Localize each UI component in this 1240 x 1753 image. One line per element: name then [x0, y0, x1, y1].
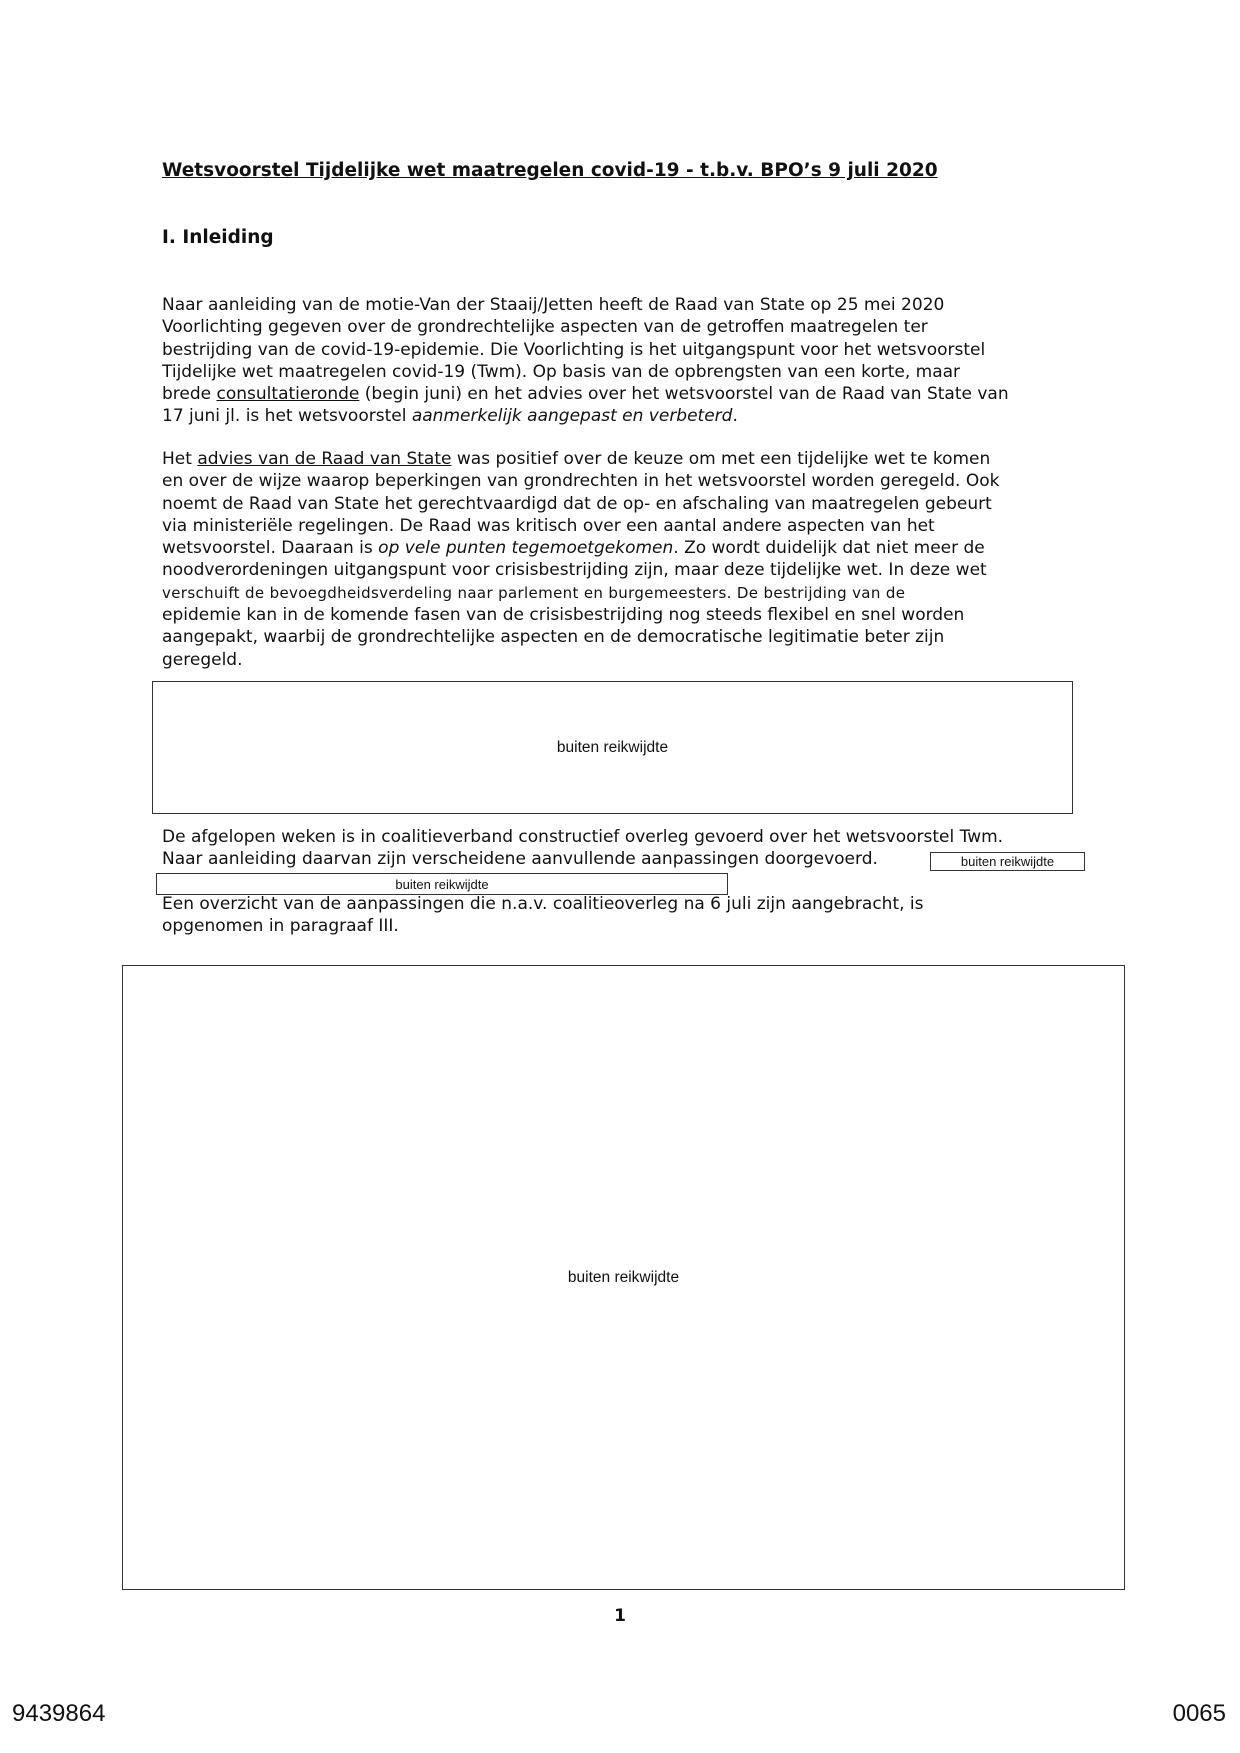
- redaction-box-inline: buiten reikwijdte: [930, 852, 1085, 871]
- text-line: Een overzicht van de aanpassingen die n.a.v. coalitieoverleg na 6 juli zijn aangebracht, is: [162, 894, 924, 914]
- paragraph-advies: [162, 448, 1082, 671]
- document-id-right: 0065: [1172, 1700, 1226, 1727]
- text-line: opgenomen in paragraaf III.: [162, 916, 399, 937]
- redaction-box-line: buiten reikwijdte: [156, 873, 728, 895]
- consultatieronde-link[interactable]: consultatieronde: [216, 384, 360, 405]
- text-line: Voorlichting gegeven over de grondrechtelijke aspecten van de getroffen maatregelen ter: [162, 317, 928, 338]
- text-line: geregeld.: [162, 649, 243, 670]
- text-line: en over de wijze waarop beperkingen van grondrechten in het wetsvoorstel worden geregeld. Ook: [162, 471, 1000, 492]
- text-line: Naar aanleiding van de motie-Van der Staaij/Jetten heeft de Raad van State op 25 mei 2020: [162, 295, 945, 315]
- text-line: aangepakt, waarbij de grondrechtelijke aspecten en de democratische legitimatie beter zijn: [162, 627, 945, 648]
- redaction-box-large: buiten reikwijdte: [122, 965, 1125, 1590]
- text-line: De afgelopen weken is in coalitieverband constructief overleg gevoerd over het wetsvoorstel Twm.: [162, 827, 1004, 847]
- advies-raad-van-state-link[interactable]: advies van de Raad van State: [197, 449, 452, 469]
- text-line: Naar aanleiding daarvan zijn verscheidene aanvullende aanpassingen doorgevoerd.: [162, 849, 878, 870]
- text-line: 17 juni jl. is het wetsvoorstel aanmerkelijk aangepast en verbeterd.: [162, 406, 738, 427]
- text-line: bestrijding van de covid-19-epidemie. Die Voorlichting is het uitgangspunt voor het wetsvoorstel: [162, 339, 986, 360]
- text-line: Het advies van de Raad van State was positief over de keuze om met een tijdelijke wet te komen: [162, 449, 991, 469]
- text-line: via ministeriële regelingen. De Raad was kritisch over een aantal andere aspecten van het: [162, 515, 935, 536]
- text-line: noemt de Raad van State het gerechtvaardigd dat de op- en afschaling van maatregelen gebeurt: [162, 493, 992, 514]
- document-id-left: 9439864: [12, 1700, 106, 1727]
- emphasis-text: op vele punten tegemoetgekomen: [378, 538, 674, 559]
- paragraph-intro: [162, 294, 1082, 428]
- redaction-box: buiten reikwijdte: [152, 681, 1073, 814]
- page-number: 1: [614, 1606, 626, 1626]
- section-heading: I. Inleiding: [162, 227, 274, 248]
- text-line: epidemie kan in de komende fasen van de crisisbestrijding nog steeds flexibel en snel worden: [162, 605, 965, 626]
- paragraph-overzicht: [162, 893, 1082, 938]
- emphasis-text: aanmerkelijk aangepast en verbeterd: [411, 406, 733, 427]
- document-title: Wetsvoorstel Tijdelijke wet maatregelen covid-19 - t.b.v. BPO’s 9 juli 2020: [162, 160, 938, 181]
- text-line: verschuift de bevoegdheidsverdeling naar parlement en burgemeesters. De bestrijding van de: [162, 583, 906, 602]
- text-line: brede consultatieronde (begin juni) en het advies over het wetsvoorstel van de Raad van State van: [162, 384, 1009, 405]
- text-line: noodverordeningen uitgangspunt voor crisisbestrijding zijn, maar deze tijdelijke wet. In deze wet: [162, 560, 987, 581]
- text-line: wetsvoorstel. Daaraan is op vele punten tegemoetgekomen. Zo wordt duidelijk dat niet meer de: [162, 538, 985, 559]
- text-line: Tijdelijke wet maatregelen covid-19 (Twm). Op basis van de opbrengsten van een korte, maar: [162, 361, 961, 382]
